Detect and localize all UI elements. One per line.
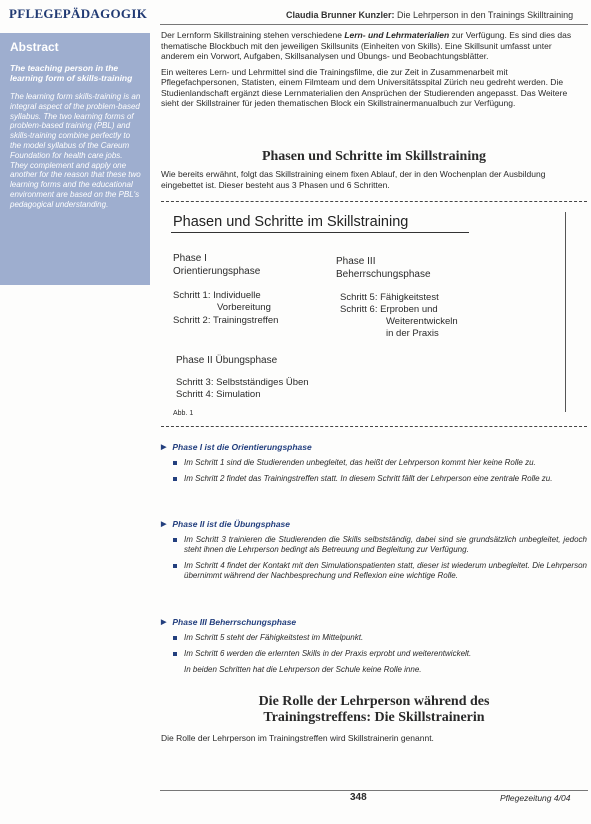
phase3-title: Phase III (336, 256, 376, 267)
section-heading-phases: Phasen und Schritte im Skillstraining (261, 149, 487, 164)
journal-title: PFLEGEPÄDAGOGIK (9, 6, 148, 21)
page-number: 348 (350, 792, 367, 803)
step-1: Schritt 1: Individuelle (173, 290, 261, 301)
step-6: Schritt 6: Erproben und (340, 304, 438, 315)
list-item (173, 535, 587, 555)
figure-title-rule (171, 232, 469, 233)
section2-heading-line-1: Die Rolle der Lehrperson während des (258, 694, 490, 709)
list-item-text: Im Schritt 2 findet das Trainingstreffen statt. In diesem Schritt fällt der Lehrperson eine zentrale Rolle zu. (184, 474, 553, 483)
phase3-note: In beiden Schritten hat die Lehrperson der Schule keine Rolle inne. (184, 665, 422, 674)
list-item (173, 649, 587, 659)
figure-caption: Abb. 1 (173, 410, 194, 417)
intro-paragraph-1 (161, 30, 587, 62)
intro-p1-c: zur Verfügung. Es sind dies das thematische Blockbuch mit den jeweiligen Skillsunits (Einheiten von Skills). Eine Skillsunit umfasst unter anderem ein Vorwort, Aufgaben, Skillsanalysen und Übungs- und Beobachtungsblätter. (161, 30, 572, 61)
list-item-text: Im Schritt 4 findet der Kontakt mit den Simulationspatienten statt, dieser ist wiederum unbegleitet. Die Lehrperson übernimmt während der Nachbesprechung und Reflexion eine wichtige Rolle. (184, 561, 587, 580)
triangle-bullet-icon: ▶ (161, 619, 167, 626)
list-item-text: Im Schritt 3 trainieren die Studierenden die Skills selbstständig, dabei sind sie grundsätzlich unbegleitet, jedoch steht ihnen die Lehrperson bedingt als Betreuung und Begleitung zur Verfügung. (184, 535, 587, 554)
square-bullet-icon (173, 652, 177, 656)
list-item-text: Im Schritt 5 steht der Fähigkeitstest im Mittelpunkt. (184, 633, 364, 642)
section2-text: Die Rolle der Lehrperson im Trainingstreffen wird Skillstrainerin genannt. (161, 733, 434, 743)
running-header (286, 10, 586, 20)
list-item-text: Im Schritt 1 sind die Studierenden unbegleitet, das heißt der Lehrperson kommt hier keine Rolle zu. (184, 458, 536, 467)
phase2-bullet-heading-text: Phase II ist die Übungsphase (172, 519, 291, 529)
section-heading-role (161, 694, 587, 726)
phase3-bullets (161, 617, 587, 674)
figure-title: Phasen und Schritte im Skillstraining (173, 214, 409, 230)
phase3-bullet-heading (161, 617, 587, 627)
square-bullet-icon (173, 564, 177, 568)
step-3: Schritt 3: Selbstständiges Üben (176, 377, 309, 388)
phase2-bullets (161, 519, 587, 587)
square-bullet-icon (173, 461, 177, 465)
phase1-bullets (161, 442, 587, 490)
phase1-subtitle: Orientierungsphase (173, 266, 261, 277)
header-rule (160, 24, 588, 25)
list-item (173, 474, 587, 484)
article-title: Die Lehrperson in den Trainings Skilltraining (397, 10, 574, 20)
phase2-bullet-heading (161, 519, 587, 529)
section2-heading-line-2: Trainingstreffens: Die Skillstrainerin (263, 710, 485, 725)
list-item (173, 633, 587, 643)
step-6-cont: Weiterentwickeln (386, 316, 458, 327)
footer-rule (160, 790, 588, 791)
intro-p1-a: Der Lernform Skillstraining stehen verschiedene (161, 30, 342, 40)
phase3-subtitle: Beherrschungsphase (336, 269, 431, 280)
square-bullet-icon (173, 477, 177, 481)
phase1-bullet-heading-text: Phase I ist die Orientierungsphase (172, 442, 312, 452)
section1-text: Wie bereits erwähnt, folgt das Skillstraining einem fixen Ablauf, der in den Wochenplan der Ausbildung eingebettet ist. Dieser besteht aus 3 Phasen und 6 Schritten. (161, 169, 546, 190)
abstract-body: The learning form skills-training is an integral aspect of the problem-based syllabus. The two learning forms of problem-based training (PBL) and skills-training combine perfectly to the model syllabus of the Careum Foundation for health care jobs. They complement and apply one another for the reason that these two learning forms and the educational environment are based on the PBL's pedagogical understanding. (10, 92, 141, 209)
phase2-title: Phase II Übungsphase (176, 355, 278, 366)
journal-issue: Pflegezeitung 4/04 (500, 793, 571, 803)
abstract-title: Abstract (10, 40, 59, 54)
triangle-bullet-icon: ▶ (161, 521, 167, 528)
step-1-cont: Vorbereitung (217, 302, 271, 313)
author-name: Claudia Brunner Kunzler: (286, 10, 395, 20)
phase1-bullet-heading (161, 442, 587, 452)
intro-p1-emphasis: Lern- und Lehrmaterialien (344, 30, 450, 40)
intro-paragraph-2: Ein weiteres Lern- und Lehrmittel sind die Trainingsfilme, die zur Zeit in Zusammenarbeit mit Pflegefachpersonen, Statisten, einem Filmteam und dem Universitätsspital Zürich neu gedreht werden. Die Studienlandschaft ergänzt diese Lernmaterialien den Ansprüchen der Studierenden angepasst. Das Weitere sieht der Skillstrainer für jeden thematischen Block ein Skillstrainermanualbuch zur Verfügung. (161, 66, 568, 108)
phases-figure (161, 201, 587, 427)
intro-text (161, 30, 587, 114)
step-5: Schritt 5: Fähigkeitstest (340, 292, 439, 303)
abstract-subtitle: The teaching person in the learning form of skills-training (10, 63, 133, 83)
abstract-sidebar (0, 33, 150, 285)
list-item (173, 458, 587, 468)
list-item (173, 561, 587, 581)
square-bullet-icon (173, 636, 177, 640)
step-6-cont-2: in der Praxis (386, 328, 439, 339)
phase3-bullet-heading-text: Phase III Beherrschungsphase (172, 617, 297, 627)
figure-frame (161, 212, 566, 417)
phase1-title: Phase I (173, 253, 207, 264)
triangle-bullet-icon: ▶ (161, 444, 167, 451)
list-item-text: Im Schritt 6 werden die erlernten Skills in der Praxis erprobt und weiterentwickelt. (184, 649, 472, 658)
step-2: Schritt 2: Trainingstreffen (173, 315, 279, 326)
square-bullet-icon (173, 538, 177, 542)
step-4: Schritt 4: Simulation (176, 389, 261, 400)
